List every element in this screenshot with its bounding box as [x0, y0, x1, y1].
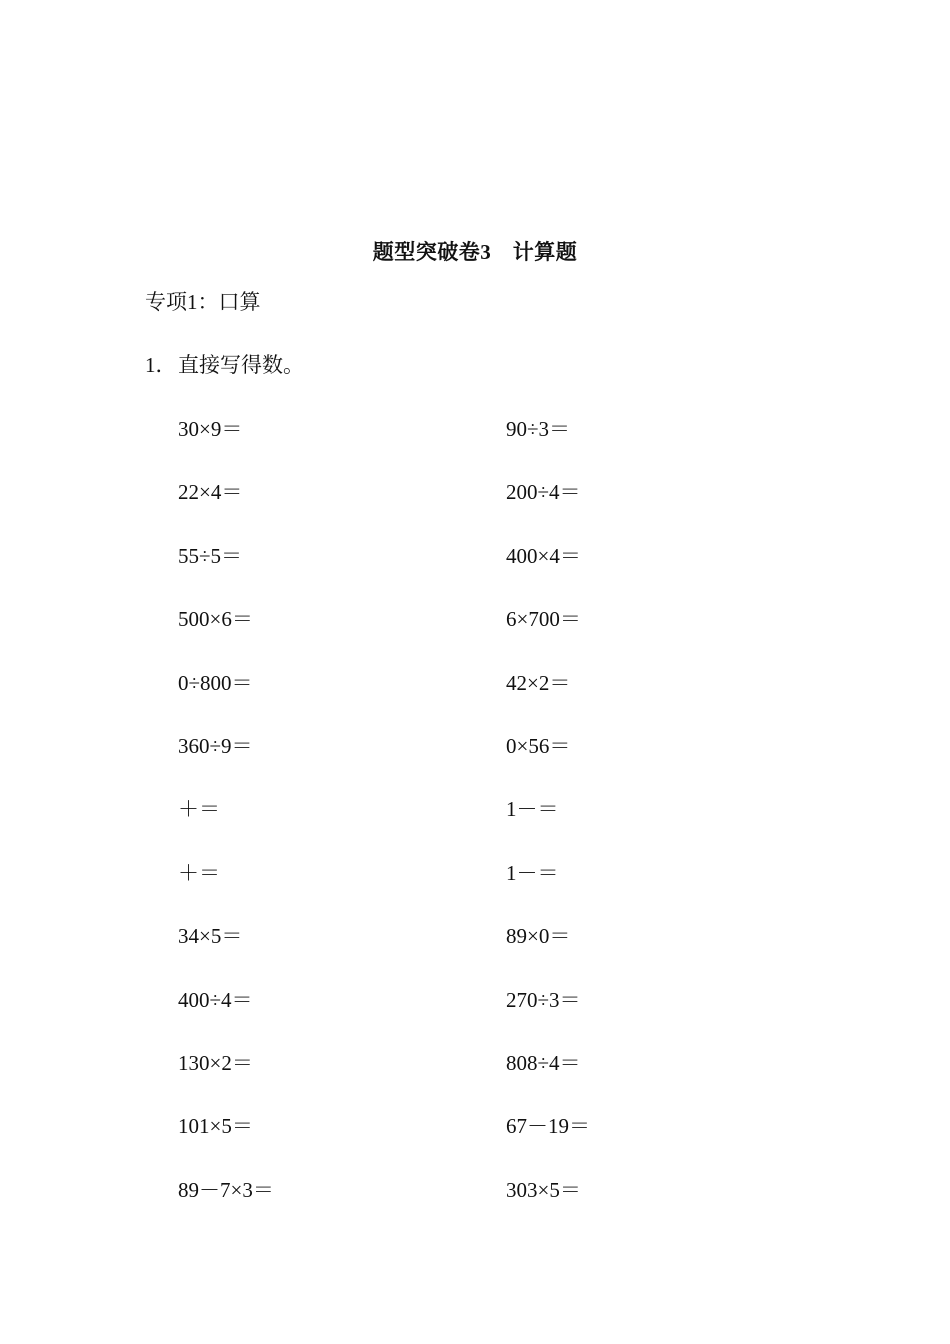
problem-left: 400÷4＝ [178, 987, 253, 1012]
problem-right: 0×56＝ [506, 733, 571, 758]
problem-right: 270÷3＝ [506, 987, 581, 1012]
problem-right: 90÷3＝ [506, 417, 571, 441]
problem-left: 55÷5＝ [178, 543, 243, 568]
problem-row [178, 1174, 738, 1237]
problem-row [178, 1047, 738, 1110]
problem-right: 200÷4＝ [506, 480, 581, 505]
problem-row [178, 857, 738, 920]
problem-row [178, 730, 738, 793]
problem-left: 500×6＝ [178, 607, 253, 632]
problem-left: 360÷9＝ [178, 733, 253, 758]
problem-left: 22×4＝ [178, 480, 243, 505]
problem-right: 1－＝ [506, 860, 559, 885]
problem-right: 6×700＝ [506, 607, 581, 632]
problem-left: 89－7×3＝ [178, 1177, 274, 1202]
problem-grid [178, 413, 738, 1237]
problem-row [178, 603, 738, 666]
problem-right: 89×0＝ [506, 924, 571, 949]
problem-row [178, 476, 738, 539]
problem-left: ＋＝ [178, 860, 220, 885]
problem-left: ＋＝ [178, 797, 220, 822]
problem-row [178, 984, 738, 1047]
problem-right: 400×4＝ [506, 543, 581, 568]
problem-left: 0÷800＝ [178, 670, 253, 695]
problem-left: 34×5＝ [178, 924, 243, 949]
problem-right: 1－＝ [506, 797, 559, 822]
question-number: 1． [145, 353, 177, 377]
problem-right: 67－19＝ [506, 1114, 590, 1139]
problem-left: 130×2＝ [178, 1050, 253, 1075]
section-heading: 专项1：口算 [145, 290, 261, 314]
problem-row [178, 793, 738, 856]
question-prompt [145, 349, 304, 379]
problem-left: 30×9＝ [178, 417, 243, 441]
problem-right: 808÷4＝ [506, 1050, 581, 1075]
question-text: 直接写得数。 [178, 353, 304, 377]
problem-row [178, 1110, 738, 1173]
problem-row [178, 540, 738, 603]
problem-row [178, 667, 738, 730]
problem-row [178, 413, 738, 476]
problem-row [178, 920, 738, 983]
problem-right: 42×2＝ [506, 670, 571, 695]
problem-left: 101×5＝ [178, 1114, 253, 1139]
page-title: 题型突破卷3 计算题 [372, 240, 578, 264]
problem-right: 303×5＝ [506, 1177, 581, 1202]
